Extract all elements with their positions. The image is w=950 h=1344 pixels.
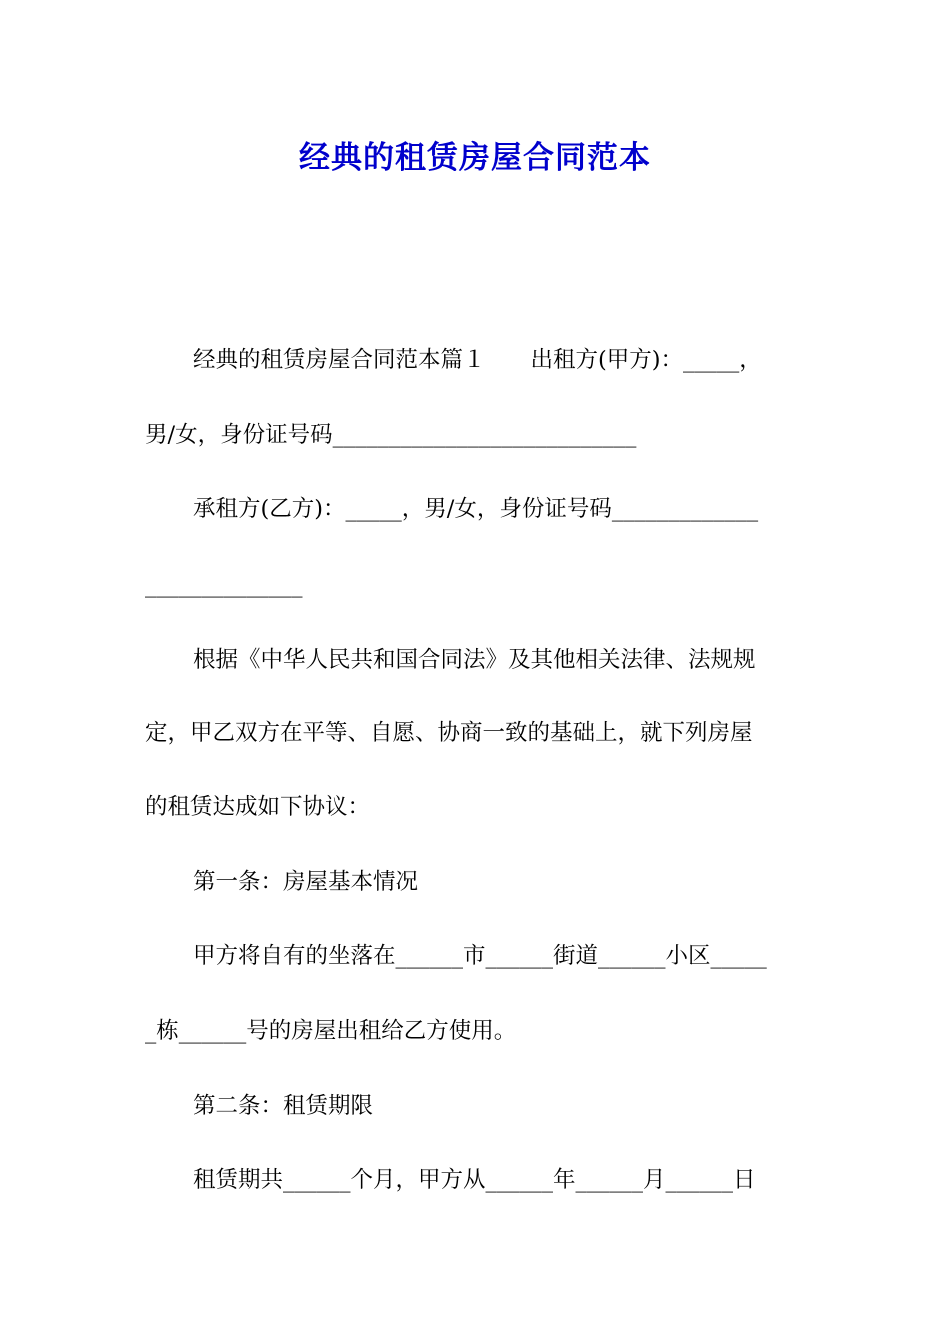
paragraph-line-3: 承租方(乙方)：_____，男/女，身份证号码_____________ — [193, 496, 759, 522]
paragraph-line-7: 的租赁达成如下协议： — [145, 794, 371, 820]
paragraph-line-1: 经典的租赁房屋合同范本篇１ 出租方(甲方)：_____， — [193, 347, 762, 373]
paragraph-line-10: 租赁期共______个月，甲方从______年______月______日 — [193, 1167, 756, 1193]
section-heading-2: 第二条：租赁期限 — [193, 1093, 374, 1119]
document-title: 经典的租赁房屋合同范本 — [299, 140, 651, 176]
paragraph-line-4: ______________ — [145, 572, 303, 598]
paragraph-line-6: 定，甲乙双方在平等、自愿、协商一致的基础上，就下列房屋 — [145, 720, 753, 746]
paragraph-line-8: 甲方将自有的坐落在______市______街道______小区_____ — [193, 943, 767, 969]
paragraph-line-5: 根据《中华人民共和国合同法》及其他相关法律、法规规 — [193, 647, 756, 673]
paragraph-line-9: _栋______号的房屋出租给乙方使用。 — [145, 1018, 517, 1044]
paragraph-line-2: 男/女，身份证号码___________________________ — [145, 422, 637, 448]
section-heading-1: 第一条：房屋基本情况 — [193, 869, 419, 895]
